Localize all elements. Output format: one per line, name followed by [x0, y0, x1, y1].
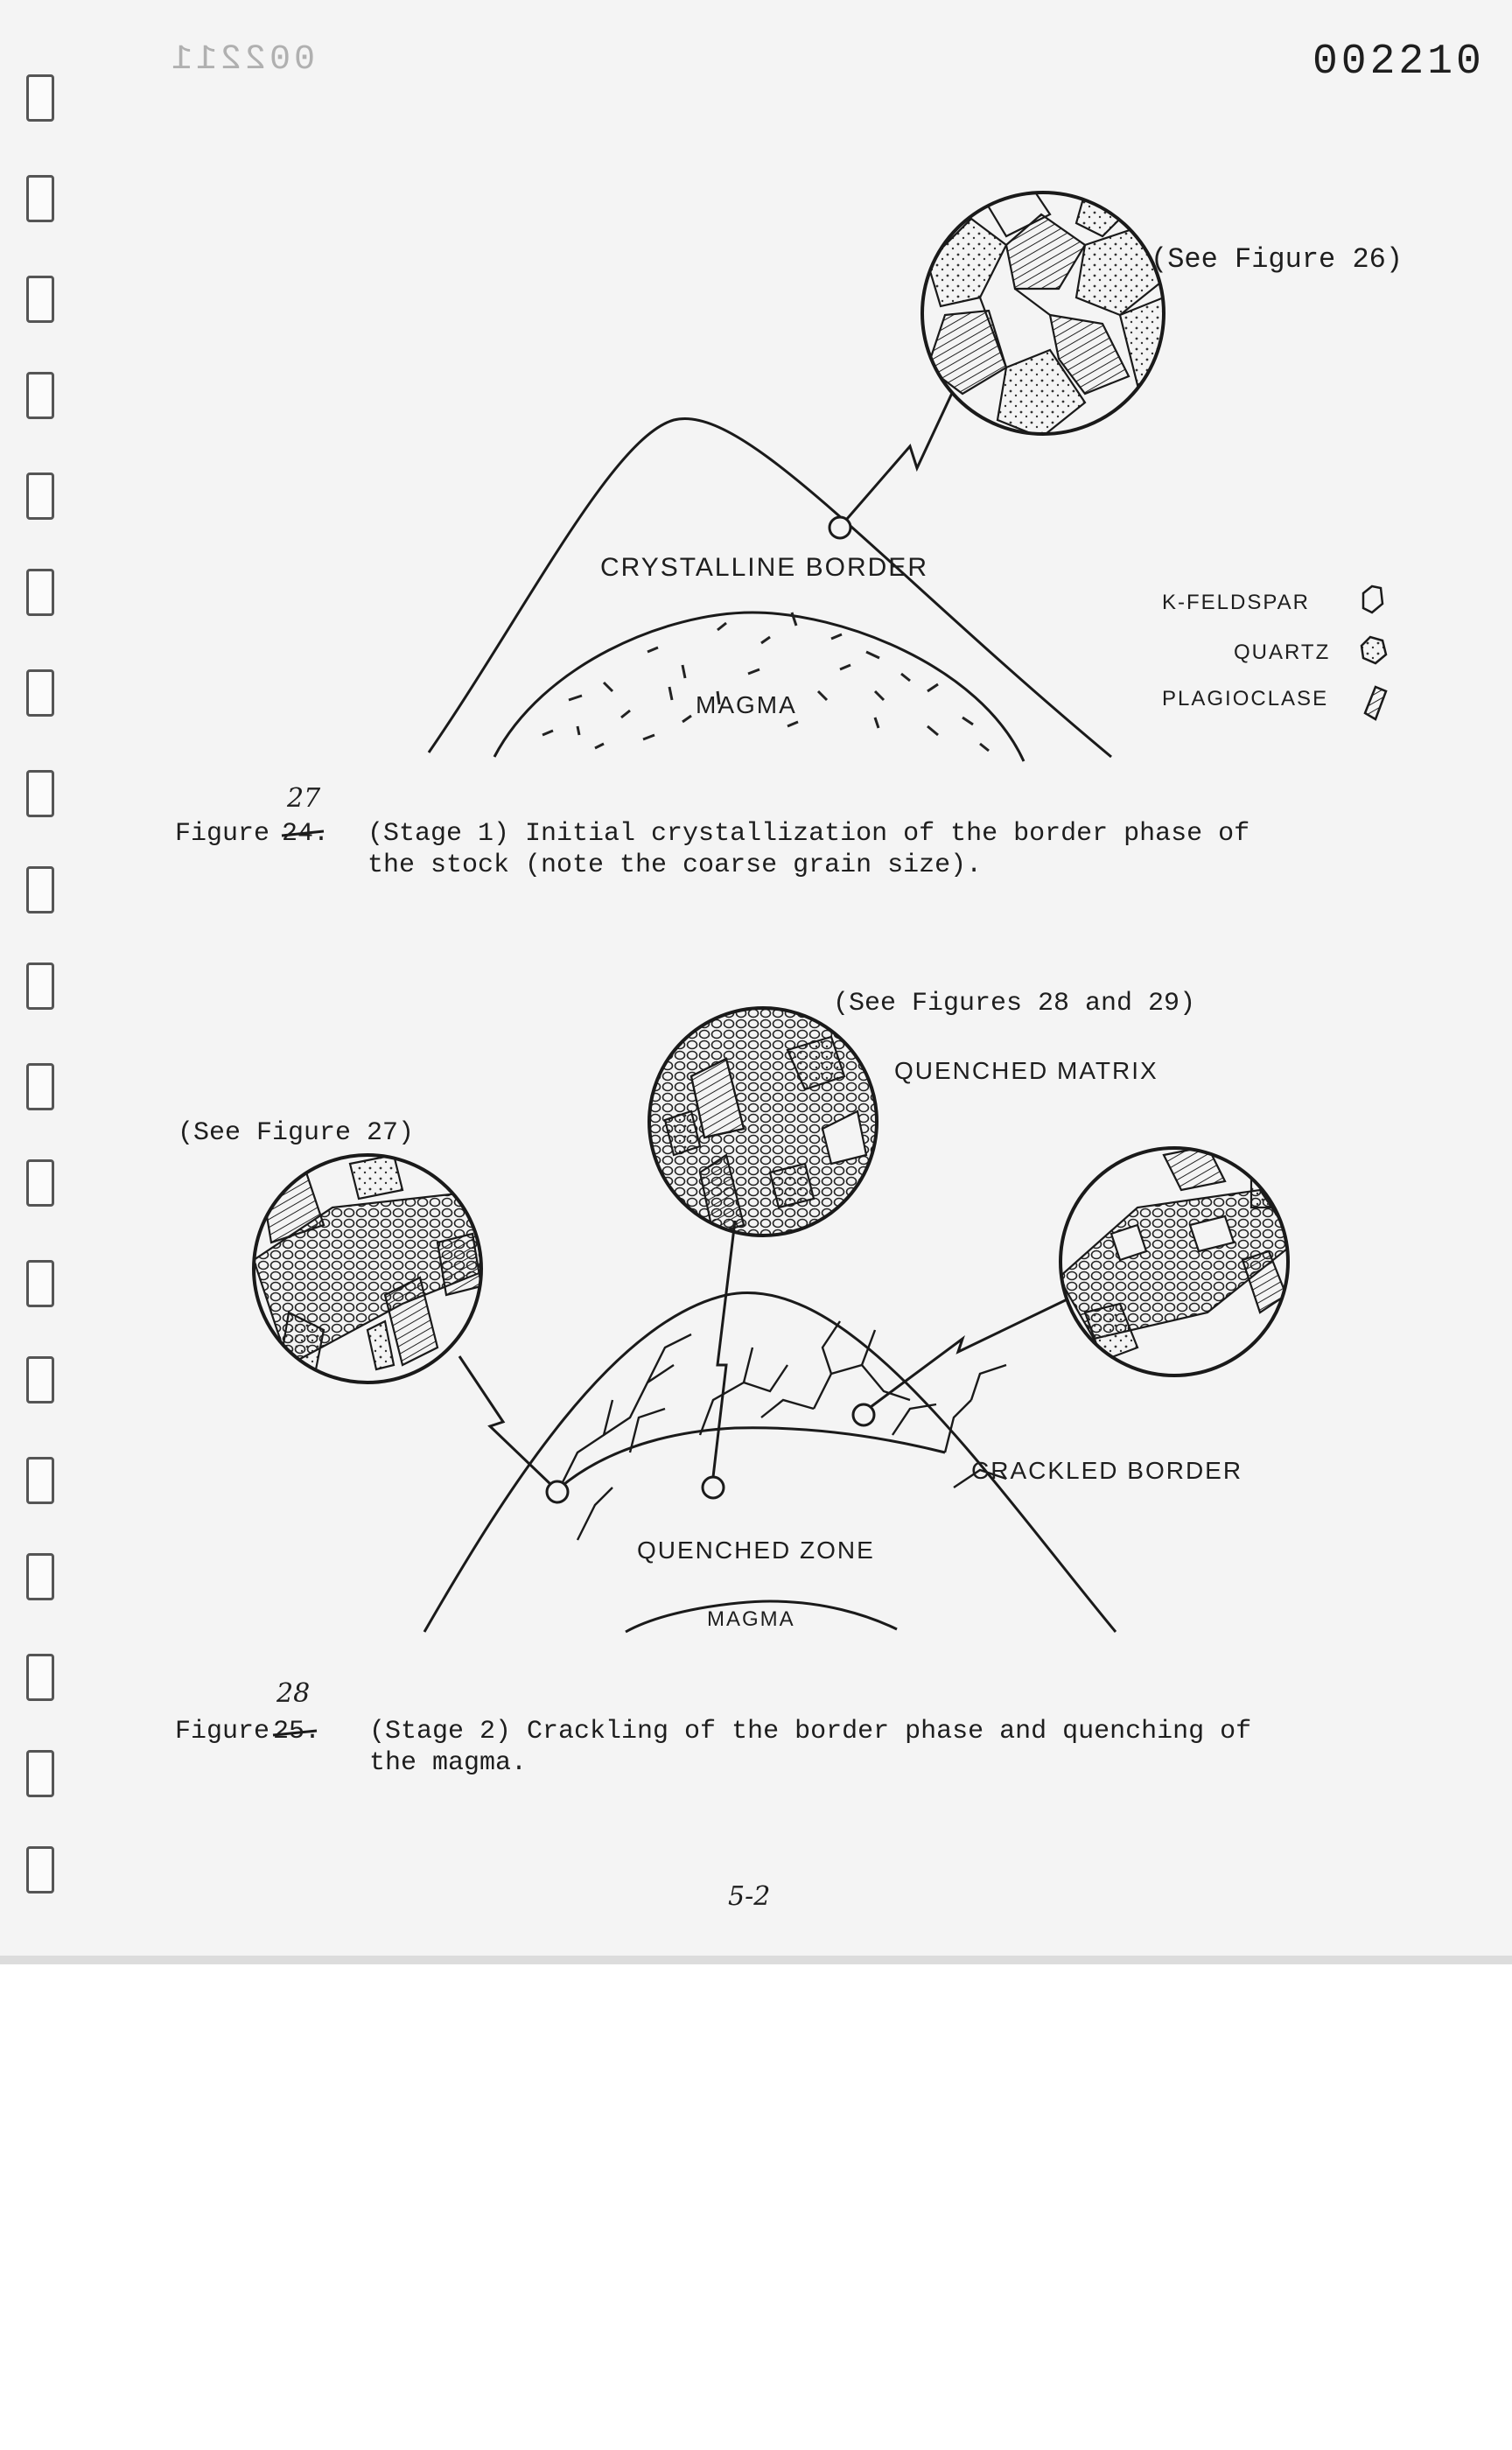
sample-point-marker-right: [853, 1404, 874, 1425]
crackled-border-magnified-view-left: [254, 1155, 490, 1382]
quartz-icon: [1362, 637, 1386, 663]
sample-point-marker: [830, 517, 850, 538]
k-feldspar-icon: [1363, 586, 1382, 612]
caption-line-2: the stock (note the coarse grain size).: [368, 850, 983, 880]
see-figures-28-29-callout: (See Figures 28 and 29): [833, 989, 1196, 1018]
sample-point-marker-center: [703, 1477, 724, 1498]
legend-label-k-feldspar: K-FELDSPAR: [1162, 591, 1310, 614]
coarse-grain-magnified-view: [922, 188, 1172, 438]
caption-line-1: (Stage 1) Initial crystallization of the border phase of: [368, 819, 1250, 849]
magma-label: MAGMA: [696, 691, 797, 718]
caption-figure-number-struck: 25.: [273, 1717, 321, 1746]
document-number: 002210: [1312, 38, 1485, 86]
crackled-border-label: CRACKLED BORDER: [971, 1457, 1243, 1484]
caption-line-1: (Stage 2) Crackling of the border phase and quenching of: [369, 1717, 1252, 1746]
quenched-zone-boundary: [560, 1428, 945, 1488]
quenched-matrix-magnified-view: [649, 1008, 877, 1236]
caption-figure-number-handwritten: 27: [287, 783, 321, 814]
quenched-matrix-label: QUENCHED MATRIX: [894, 1057, 1158, 1084]
callout-leader-line: [847, 389, 954, 519]
crackled-border-magnified-view-right: [1059, 1146, 1295, 1376]
see-figure-26-callout: (See Figure 26): [1151, 243, 1404, 276]
document-number-bleedthrough: 002211: [167, 40, 315, 80]
crystalline-border-label: CRYSTALLINE BORDER: [600, 553, 928, 582]
page-number: 5-2: [728, 1881, 771, 1912]
caption-figure-prefix: Figure: [175, 1717, 270, 1746]
quenched-zone-label: QUENCHED ZONE: [637, 1536, 875, 1564]
legend-label-quartz: QUARTZ: [1234, 640, 1331, 664]
callout-leader-center: [713, 1221, 735, 1477]
magma-chamber-outline: [494, 612, 1024, 761]
caption-figure-number-struck: 24.: [282, 819, 330, 849]
caption-figure-number-handwritten: 28: [276, 1678, 311, 1709]
callout-leader-left: [459, 1356, 551, 1485]
caption-figure-prefix: Figure: [175, 819, 270, 849]
see-figure-27-callout: (See Figure 27): [178, 1118, 415, 1148]
caption-line-2: the magma.: [369, 1748, 528, 1778]
border-cracks: [560, 1321, 1006, 1540]
magma-label-stage2: MAGMA: [707, 1607, 795, 1631]
plagioclase-icon: [1365, 687, 1386, 719]
magma-specks: [542, 612, 989, 751]
legend-label-plagioclase: PLAGIOCLASE: [1162, 687, 1329, 710]
